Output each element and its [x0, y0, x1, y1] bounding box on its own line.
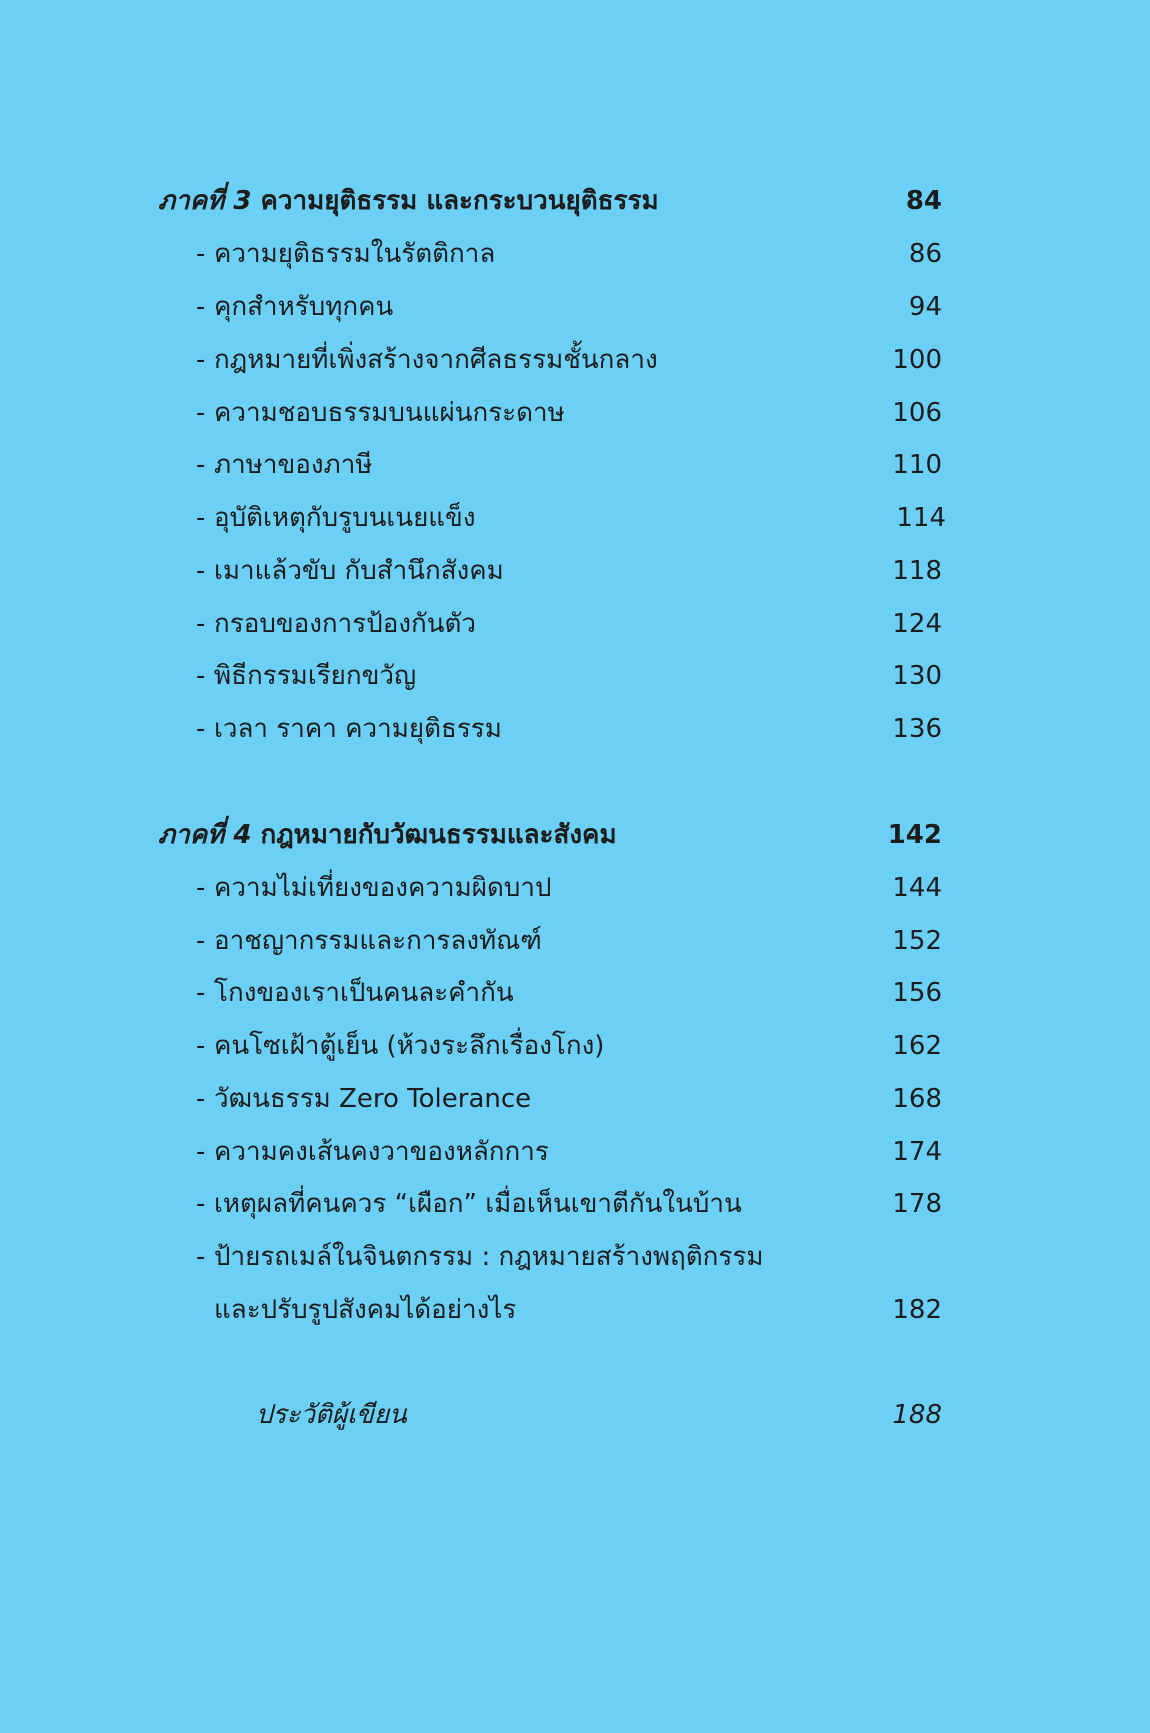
part-label: ภาคที่ 3 [158, 186, 252, 216]
toc-entry [0, 1127, 1150, 1177]
page-number: 162 [892, 1031, 942, 1061]
entry-title-line-2: และปรับรูปสังคมได้อย่างไร [214, 1295, 517, 1325]
bullet-dash: - [196, 503, 206, 533]
bullet-dash: - [196, 398, 206, 428]
bullet-dash: - [196, 1137, 206, 1167]
entry-title: ประวัติผู้เขียน [256, 1400, 407, 1430]
entry-title: ความไม่เที่ยงของความผิดบาป [214, 873, 552, 903]
entry-title: ป้ายรถเมล์ในจินตกรรม : กฎหมายสร้างพฤติกรรม [214, 1242, 764, 1272]
page-number: 114 [896, 503, 946, 533]
bullet-dash: - [196, 345, 206, 375]
bullet-dash: - [196, 926, 206, 956]
page-number: 84 [905, 186, 942, 216]
bullet-dash: - [196, 1031, 206, 1061]
page-number: 156 [892, 978, 942, 1008]
toc-entry [0, 229, 1150, 279]
entry-title: พิธีกรรมเรียกขวัญ [214, 661, 417, 691]
page-number: 86 [908, 239, 942, 269]
toc-entry [0, 704, 1150, 754]
bullet-dash: - [196, 1189, 206, 1219]
page-number: 110 [892, 450, 942, 480]
page-number: 178 [892, 1189, 942, 1219]
bullet-dash: - [196, 1084, 206, 1114]
page-number: 168 [892, 1084, 942, 1114]
entry-title: ความยุติธรรมในรัตติกาล [214, 239, 496, 269]
toc-entry [0, 599, 1150, 649]
page-number: 142 [887, 820, 942, 850]
toc-entry [0, 388, 1150, 438]
toc-entry [0, 1179, 1150, 1229]
entry-title: ความคงเส้นคงวาของหลักการ [214, 1137, 549, 1167]
toc-entry [0, 863, 1150, 913]
toc-entry-continuation [0, 1285, 1150, 1335]
part-4-heading [0, 810, 1150, 860]
bullet-dash: - [196, 873, 206, 903]
toc-entry [0, 651, 1150, 701]
entry-title: ภาษาของภาษี [214, 450, 373, 480]
entry-title: เหตุผลที่คนควร “เผือก” เมื่อเห็นเขาตีกันในบ้าน [214, 1189, 742, 1219]
entry-title: อาชญากรรมและการลงทัณฑ์ [214, 926, 542, 956]
entry-title: ความชอบธรรมบนแผ่นกระดาษ [214, 398, 565, 428]
part-title: กฎหมายกับวัฒนธรรมและสังคม [260, 820, 617, 850]
page-number: 130 [892, 661, 942, 691]
toc-entry [0, 1021, 1150, 1071]
page-number: 94 [908, 292, 942, 322]
toc-entry [0, 968, 1150, 1018]
toc-entry [0, 282, 1150, 332]
bullet-dash: - [196, 239, 206, 269]
page-number: 174 [892, 1137, 942, 1167]
entry-title: วัฒนธรรม Zero Tolerance [214, 1084, 532, 1114]
page-number: 100 [892, 345, 942, 375]
toc-entry [0, 1074, 1150, 1124]
entry-title: กฎหมายที่เพิ่งสร้างจากศีลธรรมชั้นกลาง [214, 345, 658, 375]
bullet-dash: - [196, 292, 206, 322]
page-number: 188 [892, 1400, 942, 1430]
page-number: 152 [892, 926, 942, 956]
page-number: 182 [892, 1295, 942, 1325]
toc-entry [0, 440, 1150, 490]
toc-entry [0, 916, 1150, 966]
bullet-dash: - [196, 450, 206, 480]
entry-title: อุบัติเหตุกับรูบนเนยแข็ง [214, 503, 476, 533]
entry-title: คุกสำหรับทุกคน [214, 292, 394, 322]
page-number: 118 [892, 556, 942, 586]
entry-title: กรอบของการป้องกันตัว [214, 609, 477, 639]
toc-entry [0, 1232, 1150, 1282]
entry-title: เวลา ราคา ความยุติธรรม [214, 714, 502, 744]
entry-title: คนโซเฝ้าตู้เย็น (ห้วงระลึกเรื่องโกง) [214, 1031, 605, 1061]
toc-entry [0, 335, 1150, 385]
bullet-dash: - [196, 661, 206, 691]
part-3-heading [0, 176, 1150, 226]
bullet-dash: - [196, 714, 206, 744]
toc-entry [0, 493, 1150, 543]
entry-title: เมาแล้วขับ กับสำนึกสังคม [214, 556, 504, 586]
page-number: 144 [892, 873, 942, 903]
page-number: 124 [892, 609, 942, 639]
toc-entry [0, 546, 1150, 596]
bullet-dash: - [196, 1242, 206, 1272]
page-number: 136 [892, 714, 942, 744]
page-number: 106 [892, 398, 942, 428]
part-title: ความยุติธรรม และกระบวนยุติธรรม [260, 186, 659, 216]
part-label: ภาคที่ 4 [158, 820, 252, 850]
entry-title: โกงของเราเป็นคนละคำกัน [214, 978, 514, 1008]
bullet-dash: - [196, 556, 206, 586]
author-bio-entry [0, 1390, 1150, 1440]
bullet-dash: - [196, 609, 206, 639]
bullet-dash: - [196, 978, 206, 1008]
